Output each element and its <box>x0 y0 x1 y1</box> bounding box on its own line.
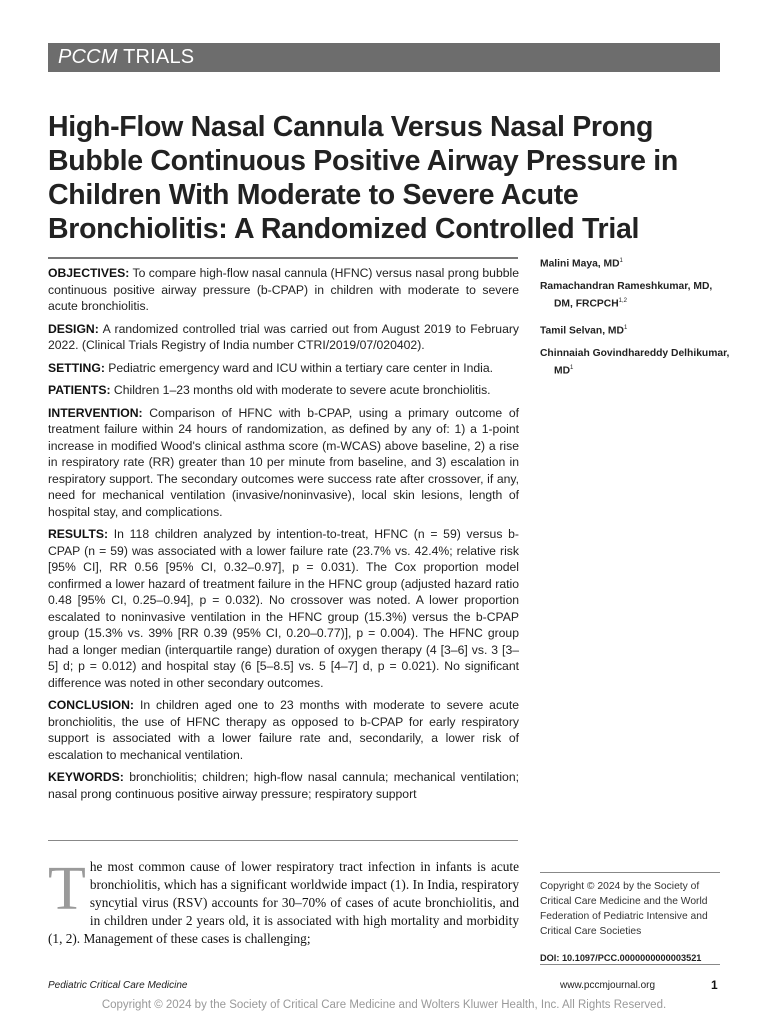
copyright-box <box>540 872 720 966</box>
author: Chinnaiah Govindhareddy Delhikumar, $MD^1$ <box>540 348 730 377</box>
section-banner <box>48 43 720 72</box>
article-title: High-Flow Nasal Cannula Versus Nasal Prong Bubble Continuous Positive Airway Pressure in Children With Moderate to Severe Acute Bronchiolitis: A Randomized Controlled Trial <box>48 111 678 245</box>
author: Malini Maya, $MD^1$ <box>540 258 623 270</box>
abstract-conclusion: CONCLUSION: In children aged one to 23 months with moderate to severe acute bronchiolitis, the use of HFNC therapy as opposed to b-CPAP for early respiratory support is associated with a lower failure rate and, secondarily, a lower risk of escalation to mechanical ventilation. <box>48 698 519 762</box>
abstract-patients: PATIENTS: Children 1–23 months old with moderate to severe acute bronchiolitis. <box>48 383 491 397</box>
abstract <box>48 265 519 808</box>
abstract-results: RESULTS: In 118 children analyzed by intention-to-treat, HFNC (n = 59) versus b-CPAP (n = 59) was associated with a lower failure rate (23.7% vs. 42.4%; relative risk [95% CI], RR 0.56 [95% CI, 0.32–0.97], p = 0.031). The Cox proportion model confirmed a lower hazard of treatment failure in the HFNC group (adjusted hazard ratio 0.48 [95% CI, 0.25–0.94], p = 0.032). No crossover was noted. A lower proportion escalated to noninvasive ventilation in the HFNC group (15.3%) versus the b-CPAP group (15.3% vs. 39% [RR 0.39 (95% CI, 0.20–0.77)], p = 0.004). The HFNC group had a longer median (interquartile range) duration of oxygen therapy (4 [3–6] vs. 3 [3–5] d; p = 0.012) and hospital stay (6 [5–8.5] vs. 5 [4–7] d, p = 0.021). No significant difference was noted in other secondary outcomes. <box>48 527 519 690</box>
body-text: The most common cause of lower respiratory tract infection in infants is acute bronchiolitis, which has a significant worldwide impact (1). In India, respiratory syncytial virus (RSV) accounts for 30–70% of cases of acute bronchiolitis, and in children under 2 years old, it is associated with high mortality and morbidity (1, 2). Management of these cases is challenging; <box>48 855 519 946</box>
drop-cap: T <box>48 855 86 923</box>
footer-journal: Pediatric Critical Care Medicine <box>48 980 188 991</box>
doi-divider <box>540 964 720 965</box>
section-label: PCCM TRIALS <box>58 46 195 68</box>
abstract-objectives: OBJECTIVES: To compare high-flow nasal cannula (HFNC) versus nasal prong bubble continuous positive airway pressure (b-CPAP) in children with moderate to severe acute bronchiolitis. <box>48 266 519 313</box>
abstract-divider <box>48 840 518 841</box>
abstract-design: DESIGN: A randomized controlled trial was carried out from August 2019 to February 2022. (Clinical Trials Registry of India number CTRI/2019/07/020402). <box>48 321 519 352</box>
page-number: 1 <box>711 978 718 992</box>
footer-url[interactable]: www.pccmjournal.org <box>560 980 656 991</box>
title-divider <box>48 257 518 259</box>
author-list <box>540 254 730 388</box>
abstract-setting: SETTING: Pediatric emergency ward and ICU within a tertiary care center in India. <box>48 360 494 375</box>
abstract-intervention: INTERVENTION: Comparison of HFNC with b-CPAP, using a primary outcome of treatment failure within 24 hours of randomization, as defined by any of: 1) a 1-point increase in modified Wood's clinical asthma score (m-WCAS) above baseline, 2) a rise in respiratory rate (RR) greater than 10 per minute from baseline, and 3) escalation in respiratory support. The secondary outcomes were success rate after crossover, if any, need for mechanical ventilation (invasive/noninvasive), local skin lesions, length of hospital stay, and complications. <box>48 405 519 519</box>
doi-link[interactable]: DOI: 10.1097/PCC.0000000000003521 <box>540 953 702 963</box>
abstract-keywords: KEYWORDS: bronchiolitis; children; high-flow nasal cannula; mechanical ventilation; nasal prong continuous positive airway pressure; respiratory support <box>48 770 519 801</box>
author: Tamil Selvan, $MD^1$ <box>540 324 628 337</box>
copyright-notice: Copyright © 2024 by the Society of Critical Care Medicine and the World Federation of Pediatric Intensive and Critical Care Societies <box>540 881 708 937</box>
footer-copyright: Copyright © 2024 by the Society of Critical Care Medicine and Wolters Kluwer Health, Inc. All Rights Reserved. <box>101 999 667 1011</box>
author: Ramachandran Rameshkumar, MD, DM, FRCPCH$^{1,2}$ <box>540 281 713 310</box>
